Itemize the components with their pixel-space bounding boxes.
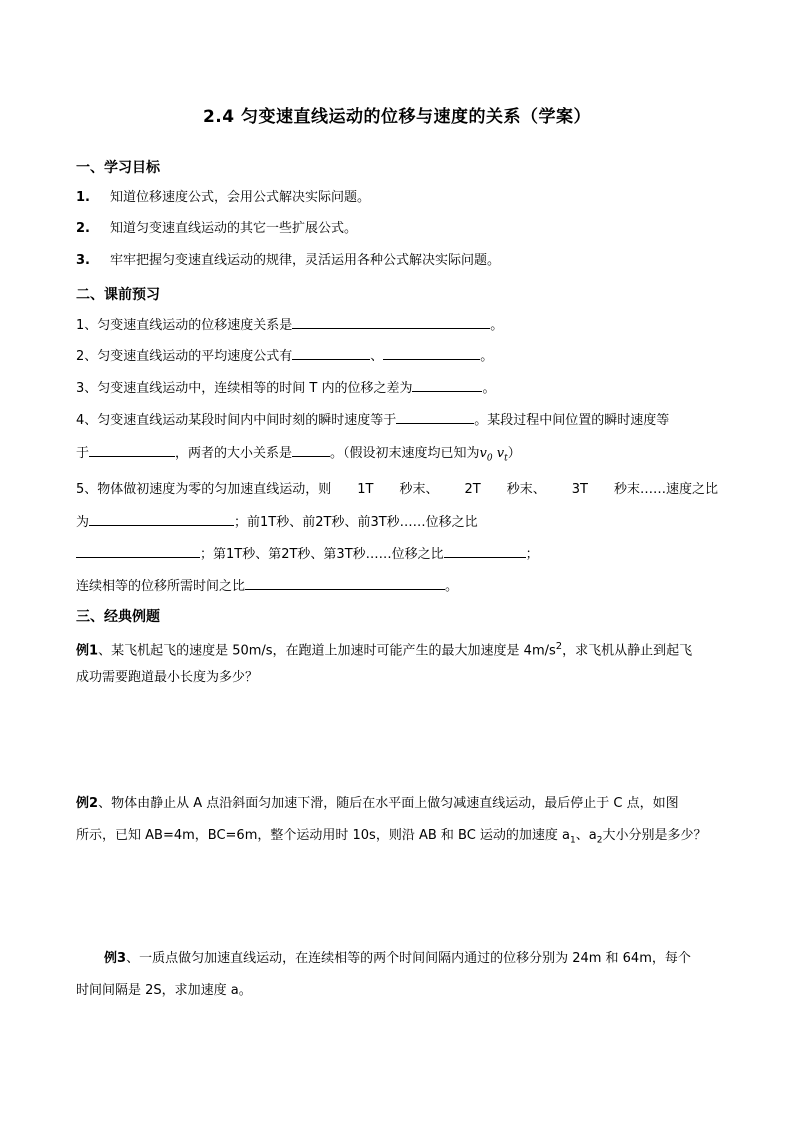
- example-text: 、a: [575, 828, 597, 843]
- example-1-line1: [76, 637, 692, 661]
- preview-question-4-line2: [76, 442, 521, 469]
- example-text: 成功需要跑道最小长度为多少？: [76, 670, 259, 685]
- answer-blank[interactable]: [292, 442, 330, 457]
- answer-blank[interactable]: [76, 543, 200, 558]
- example-text: 大小分别是多少？: [602, 828, 707, 843]
- subscript: 2: [596, 835, 603, 846]
- subscript: 1: [570, 835, 576, 846]
- answer-blank[interactable]: [412, 377, 482, 392]
- objective-text: 知道匀变速直线运动的其它一些扩展公式。: [110, 221, 358, 236]
- objective-text: 牢牢把握匀变速直线运动的规律，灵活运用各种公式解决实际问题。: [110, 253, 501, 268]
- question-text: ；第1T秒、第2T秒、第3T秒……位移之比: [200, 547, 444, 562]
- answer-blank[interactable]: [292, 314, 490, 329]
- objective-number: 2.: [76, 221, 90, 236]
- question-text: 、: [370, 349, 384, 364]
- example-3-line1: [104, 949, 691, 969]
- section-heading-preview: 二、课前预习: [76, 287, 160, 303]
- question-text: 2T: [464, 482, 481, 497]
- answer-blank[interactable]: [245, 575, 445, 590]
- objective-text: 知道位移速度公式，会用公式解决实际问题。: [110, 190, 371, 205]
- example-text: ，求飞机从静止到起飞: [562, 643, 693, 659]
- question-text: 秒末、: [506, 482, 546, 497]
- question-text: 1、匀变速直线运动的位移速度关系是: [76, 318, 293, 333]
- answer-blank[interactable]: [292, 345, 370, 360]
- question-text: 3T: [571, 482, 588, 497]
- objective-item-3: [76, 251, 500, 271]
- objective-number: 1.: [76, 190, 90, 205]
- question-text: 5、物体做初速度为零的匀加速直线运动，则: [76, 482, 332, 497]
- question-text: 。: [490, 318, 504, 333]
- section-heading-objectives: 一、学习目标: [76, 160, 160, 176]
- question-text: 4、匀变速直线运动某段时间内中间时刻的瞬时速度等于: [76, 413, 397, 428]
- question-text: 为: [76, 515, 90, 530]
- preview-question-5-line1: [76, 480, 718, 500]
- example-text: 所示，已知 AB=4m，BC=6m，整个运动用时 10s，则沿 AB 和 BC 运动的加速度 a: [76, 828, 571, 843]
- question-text: ；前1T秒、前2T秒、前3T秒……位移之比: [234, 515, 478, 530]
- example-2-line1: [76, 794, 679, 814]
- example-2-line2: [76, 826, 706, 851]
- question-text: 。: [482, 381, 496, 396]
- v0-symbol: $v_0$: [479, 446, 493, 464]
- example-1-line2: [76, 668, 258, 688]
- example-label: 例: [76, 643, 90, 659]
- section-heading-examples: 三、经典例题: [76, 609, 160, 625]
- question-text: 秒末、: [399, 482, 439, 497]
- page-title: 2.4 匀变速直线运动的位移与速度的关系（学案）: [202, 107, 592, 127]
- question-text: ，两者的大小关系是: [175, 446, 293, 461]
- question-text: 秒末……速度之比: [613, 482, 718, 497]
- example-number: 2: [89, 796, 99, 811]
- answer-blank[interactable]: [444, 543, 526, 558]
- question-text: 。: [480, 349, 494, 364]
- preview-question-2: [76, 345, 493, 367]
- question-text: 2、匀变速直线运动的平均速度公式有: [76, 349, 293, 364]
- answer-blank[interactable]: [396, 409, 474, 424]
- preview-question-5-line3: [76, 543, 539, 565]
- question-text: ）: [507, 446, 521, 461]
- objective-number: 3.: [76, 253, 90, 268]
- example-text: 、一质点做匀加速直线运动，在连续相等的两个时间间隔内通过的位移分别为 24m 和 64m，每个: [126, 951, 691, 966]
- question-text: ；: [525, 547, 539, 562]
- example-3-line2: [76, 981, 252, 1001]
- question-text: 于: [76, 446, 90, 461]
- question-text: 3、匀变速直线运动中，连续相等的时间 T 内的位移之差为: [76, 381, 413, 396]
- preview-question-3: [76, 377, 496, 399]
- answer-blank[interactable]: [383, 345, 480, 360]
- example-number: 3: [117, 951, 127, 966]
- preview-question-4-line1: [76, 409, 669, 431]
- superscript: 2: [555, 641, 563, 652]
- answer-blank[interactable]: [89, 442, 175, 457]
- objective-item-2: [76, 219, 357, 239]
- example-label: 例: [104, 951, 118, 966]
- answer-blank[interactable]: [89, 511, 234, 526]
- example-label: 例: [76, 796, 90, 811]
- preview-question-5-line4: [76, 575, 458, 597]
- vt-symbol: $v_t$: [496, 446, 508, 464]
- question-text: 。某段过程中间位置的瞬时速度等: [474, 413, 670, 428]
- question-text: 1T: [357, 482, 374, 497]
- example-text: 、物体由静止从 A 点沿斜面匀加速下滑，随后在水平面上做匀减速直线运动，最后停止于 C 点，如图: [98, 796, 679, 811]
- example-number: 1: [89, 643, 99, 659]
- example-text: 、某飞机起飞的速度是 50m/s，在跑道上加速时可能产生的最大加速度是 4m/s: [98, 643, 556, 659]
- preview-question-5-line2: [76, 511, 478, 533]
- question-text: 连续相等的位移所需时间之比: [76, 579, 246, 594]
- preview-question-1: [76, 314, 503, 336]
- example-text: 时间间隔是 2S，求加速度 a。: [76, 983, 252, 998]
- question-text: 。（假设初末速度均已知为: [330, 446, 480, 461]
- objective-item-1: [76, 188, 370, 208]
- question-text: 。: [445, 579, 459, 594]
